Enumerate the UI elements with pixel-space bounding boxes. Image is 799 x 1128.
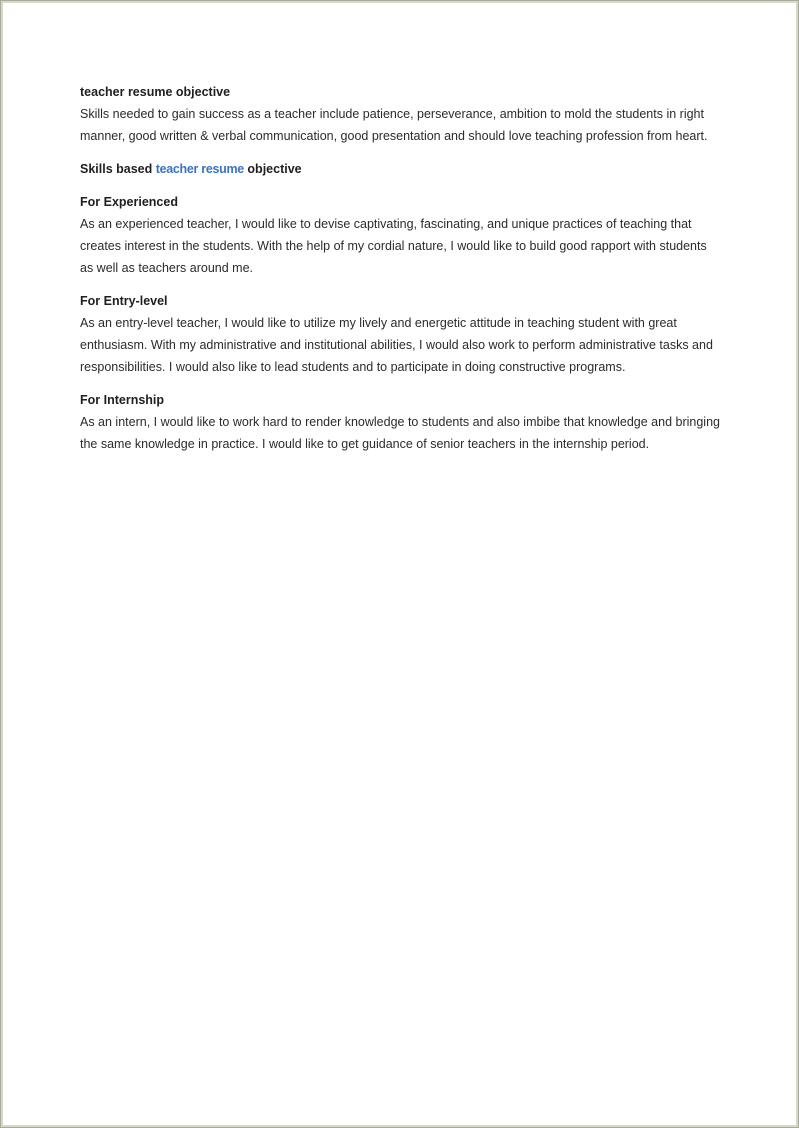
skills-heading-prefix: Skills based: [80, 162, 156, 176]
skills-heading-suffix: objective: [243, 162, 302, 176]
entry-level-heading: For Entry-level: [80, 294, 168, 308]
entry-level-paragraph: As an entry-level teacher, I would like to utilize my lively and energetic attitude in teaching student with great enthusiasm. With my administrative and institutional abilities, I would also work to perform administrative tasks and responsibilities. I would also like to lead students and to participate in doing constructive programs.: [80, 316, 713, 374]
intro-paragraph: Skills needed to gain success as a teacher include patience, perseverance, ambition to mold the students in right manner, good written & verbal communication, good presentation and should love teaching profession from heart.: [80, 107, 708, 143]
section-title: teacher resume objective: [80, 85, 231, 99]
experienced-paragraph: As an experienced teacher, I would like to devise captivating, fascinating, and unique practices of teaching that creates interest in the students. With the help of my cordial nature, I would like to build good rapport with students as well as teachers around me.: [80, 217, 707, 275]
internship-heading: For Internship: [80, 393, 165, 407]
experienced-heading: For Experienced: [80, 195, 178, 209]
skills-heading-block: [80, 158, 720, 180]
document-body: [80, 81, 720, 455]
internship-paragraph: As an intern, I would like to work hard to render knowledge to students and also imbibe that knowledge and bringing the same knowledge in practice. I would like to get guidance of senior teachers in the internship period.: [80, 415, 720, 451]
objective-section: [80, 81, 720, 147]
skills-heading: [80, 158, 720, 180]
experienced-section: [80, 191, 720, 279]
internship-section: [80, 389, 720, 455]
teacher-resume-link[interactable]: teacher resume: [155, 162, 244, 176]
entry-level-section: [80, 290, 720, 378]
